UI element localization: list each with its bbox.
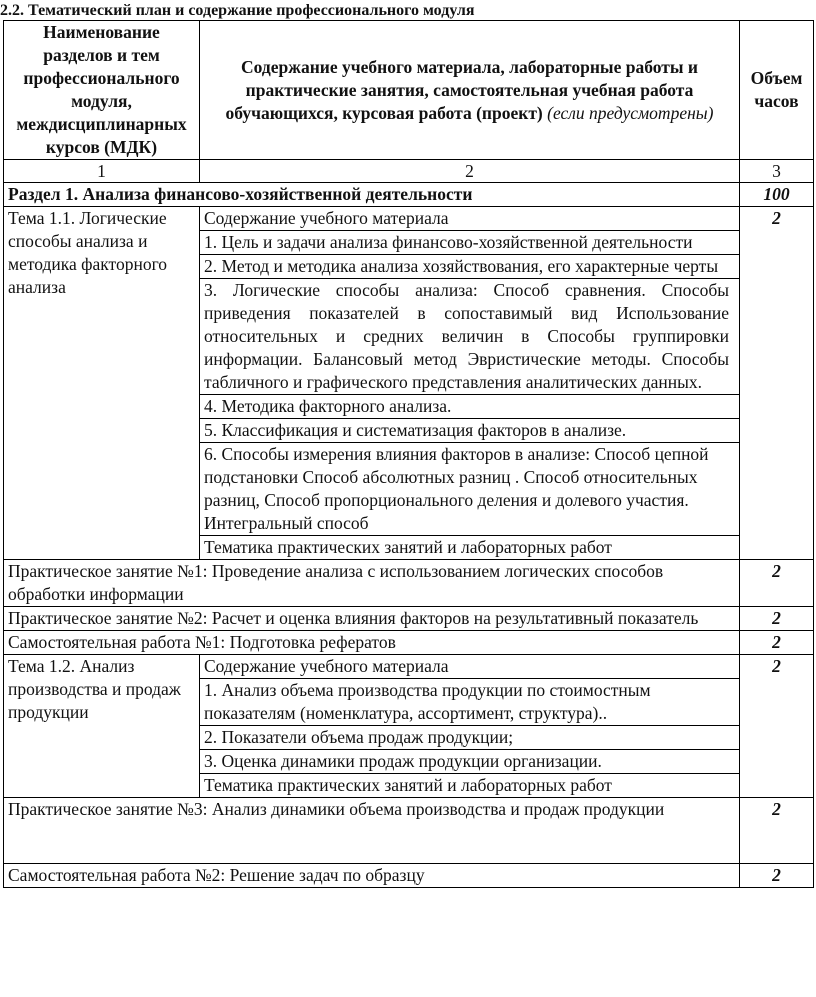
- topic-1-2-name: Тема 1.2. Анализ производства и продаж продукции: [4, 655, 200, 798]
- column-number-1: 1: [4, 160, 200, 183]
- section-title: Раздел 1. Анализа финансово-хозяйственной деятельности: [4, 183, 740, 207]
- self-study-2: Самостоятельная работа №2: Решение задач по образцу: [4, 864, 740, 888]
- topic-1-1-practice-header: Тематика практических занятий и лабораторных работ: [200, 536, 740, 560]
- topic-1-2-content-header: Содержание учебного материала: [200, 655, 740, 679]
- topic-1-1-item-1: 1. Цель и задачи анализа финансово-хозяйственной деятельности: [200, 231, 740, 255]
- document-title: 2.2. Тематический план и содержание профессионального модуля: [0, 2, 475, 19]
- table-row: [4, 560, 814, 607]
- topic-row: [4, 655, 814, 679]
- topic-1-1-hours: 2: [740, 207, 814, 560]
- topic-1-2-item-2: 2. Показатели объема продаж продукции;: [200, 726, 740, 750]
- table-row: [4, 607, 814, 631]
- header-col2-italic: (если предусмотрены): [547, 102, 714, 123]
- table-row: [4, 798, 814, 864]
- header-col3: Объем часов: [740, 21, 814, 160]
- topic-1-1-item-2: 2. Метод и методика анализа хозяйствования, его характерные черты: [200, 255, 740, 279]
- topic-1-2-hours: 2: [740, 655, 814, 798]
- table-row: [4, 631, 814, 655]
- topic-1-2-practice-header: Тематика практических занятий и лабораторных работ: [200, 774, 740, 798]
- topic-1-1-item-4: 4. Методика факторного анализа.: [200, 395, 740, 419]
- topic-1-1-item-5: 5. Классификация и систематизация факторов в анализе.: [200, 419, 740, 443]
- topic-row: [4, 207, 814, 231]
- thematic-plan-table: [3, 20, 814, 888]
- topic-1-1-item-6: 6. Способы измерения влияния факторов в анализе: Способ цепной подстановки Способ абсолютных разниц . Способ относительных разниц, Способ пропорционального деления и долевого участия. Интегральный способ: [200, 443, 740, 536]
- topic-1-1-content-header: Содержание учебного материала: [200, 207, 740, 231]
- practice-2: Практическое занятие №2: Расчет и оценка влияния факторов на результативный показатель: [4, 607, 740, 631]
- header-col2-main: Содержание учебного материала, лабораторные работы и практические занятия, самостоятельная учебная работа обучающихся, курсовая работа (проект): [225, 56, 698, 123]
- topic-1-1-item-3: 3. Логические способы анализа: Способ сравнения. Способы приведения показателей в сопоставимый вид Использование относительных и средних величин в Способы группировки информации. Балансовый метод Эвристические методы. Способы табличного и графического представления аналитических данных.: [200, 279, 740, 395]
- section-row: [4, 183, 814, 207]
- practice-1-hours: 2: [740, 560, 814, 607]
- column-number-row: [4, 160, 814, 183]
- header-col2: [200, 21, 740, 160]
- topic-1-2-item-1: 1. Анализ объема производства продукции по стоимостным показателям (номенклатура, ассортимент, структура)..: [200, 679, 740, 726]
- self-study-1-hours: 2: [740, 631, 814, 655]
- column-number-2: 2: [200, 160, 740, 183]
- practice-2-hours: 2: [740, 607, 814, 631]
- self-study-1: Самостоятельная работа №1: Подготовка рефератов: [4, 631, 740, 655]
- practice-1: Практическое занятие №1: Проведение анализа с использованием логических способов обработки информации: [4, 560, 740, 607]
- header-col1: Наименование разделов и тем профессионального модуля, междисциплинарных курсов (МДК): [4, 21, 200, 160]
- self-study-2-hours: 2: [740, 864, 814, 888]
- practice-3-hours: 2: [740, 798, 814, 864]
- section-hours: 100: [740, 183, 814, 207]
- topic-1-1-name: Тема 1.1. Логические способы анализа и методика факторного анализа: [4, 207, 200, 560]
- table-row: [4, 864, 814, 888]
- topic-1-2-item-3: 3. Оценка динамики продаж продукции организации.: [200, 750, 740, 774]
- table-header-row: [4, 21, 814, 160]
- column-number-3: 3: [740, 160, 814, 183]
- practice-3: Практическое занятие №3: Анализ динамики объема производства и продаж продукции: [4, 798, 740, 864]
